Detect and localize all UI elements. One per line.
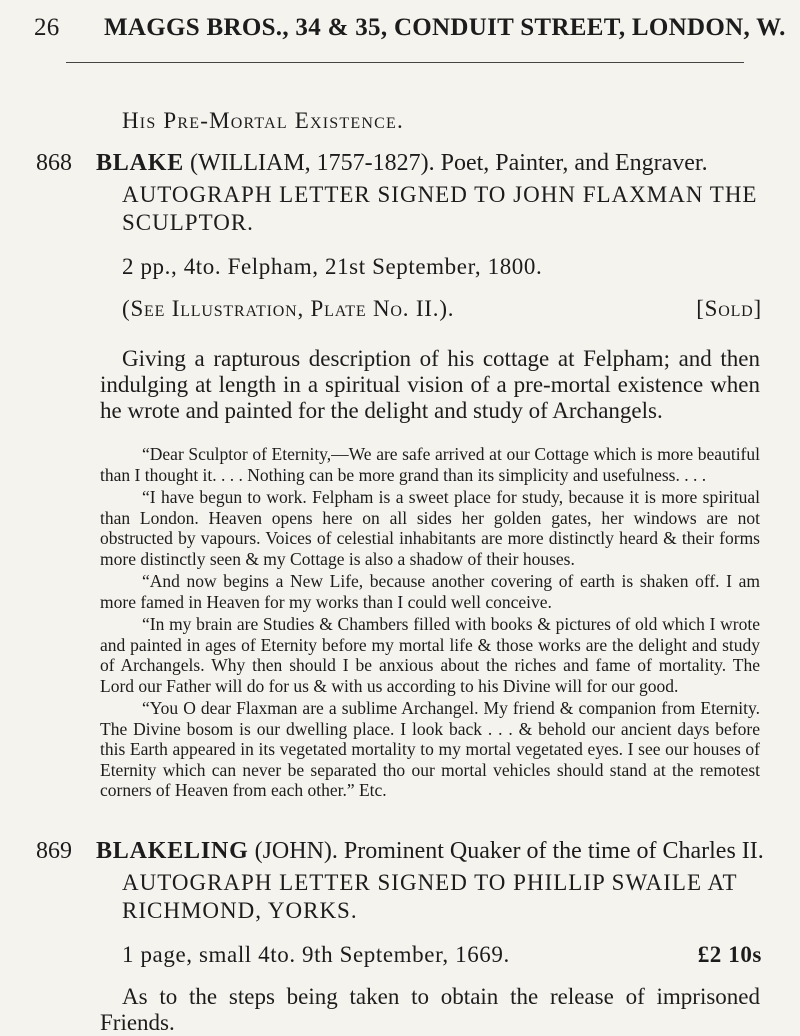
author-details: (JOHN). Prominent Quaker of the time of Charles II. [254,838,764,864]
lot-collation-row [122,942,772,968]
letter-quotation [100,444,760,803]
lot-collation: 1 page, small 4to. 9th September, 1669. [122,942,510,967]
author-name: BLAKELING [96,838,249,864]
lot-title-line-1: AUTOGRAPH LETTER SIGNED TO PHILLIP SWAILE AT [122,870,738,895]
lot-author [96,150,776,177]
lot-price: [Sold] [696,296,762,321]
lot-collation: 2 pp., 4to. Felpham, 21st September, 1800. [122,254,543,279]
header-rule [66,62,744,63]
letter-paragraph: “Dear Sculptor of Eternity,—We are safe arrived at our Cottage which is more beautiful than I thought it. . . . Nothing can be more grand than its simplicity and usefulness. . . . [100,444,760,485]
running-head [34,14,786,42]
illustration-note: (See Illustration, Plate No. II.). [122,296,455,321]
lot-number: 868 [36,150,72,176]
lot-price: £2 10s [697,942,762,967]
letter-paragraph: “In my brain are Studies & Chambers filled with books & pictures of old which I wrote and painted in ages of Eternity before my mortal life & those works are the delight and study of Archangels. Why then should I be anxious about the riches and fame of mortality. The Lord our Father will do for us & with us according to his Divine will for our good. [100,614,760,696]
lot-description: As to the steps being taken to obtain the release of imprisoned Friends. [100,984,760,1035]
publisher-header: MAGGS BROS., 34 & 35, CONDUIT STREET, LONDON, W. [104,14,786,41]
letter-paragraph: “You O dear Flaxman are a sublime Archangel. My friend & companion from Eternity. The Divine bosom is our dwelling place. I look back . . . & behold our ancient days before this Earth appeared in its vegetated mortality to my mortal vegetated eyes. I see our houses of Eternity which can never be separated tho our mortal vehicles should stand at the remotest corners of Heaven from each other.” Etc. [100,698,760,800]
lot-author [96,838,776,865]
section-heading: His Pre-Mortal Existence. [122,108,404,133]
lot-illustration-row [122,296,772,322]
page-number: 26 [34,14,60,41]
lot-description: Giving a rapturous description of his cottage at Felpham; and then indulging at length in a spiritual vision of a pre-mortal existence when he wrote and painted for the delight and study of Archangels. [100,346,760,423]
lot-title-line-2: RICHMOND, YORKS. [122,898,358,923]
lot-number: 869 [36,838,72,864]
author-name: BLAKE [96,150,185,176]
author-details: (WILLIAM, 1757-1827). Poet, Painter, and Engraver. [190,150,708,176]
lot-title-line-2: SCULPTOR. [122,210,254,235]
letter-paragraph: “I have begun to work. Felpham is a sweet place for study, because it is more spiritual than London. Heaven opens here on all sides her golden gates, her windows are not obstructed by vapours. Voices of celestial inhabitants are more distinctly heard & their forms more distinctly seen & my Cottage is also a shadow of their houses. [100,487,760,569]
letter-paragraph: “And now begins a New Life, because another covering of earth is shaken off. I am more famed in Heaven for my works than I could well conceive. [100,571,760,612]
lot-title-line-1: AUTOGRAPH LETTER SIGNED TO JOHN FLAXMAN THE [122,182,758,207]
